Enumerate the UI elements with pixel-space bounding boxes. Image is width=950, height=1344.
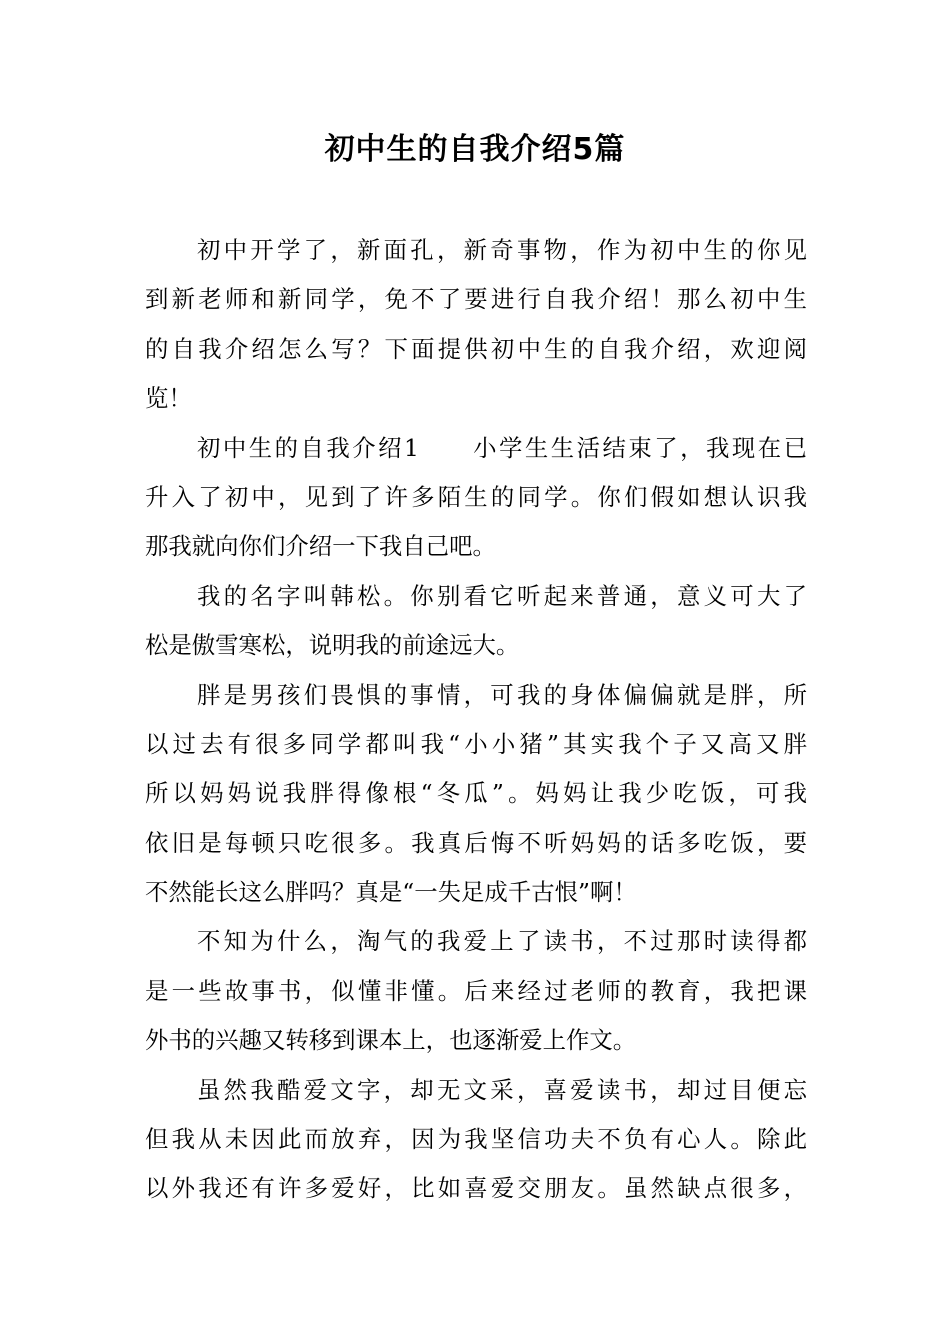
text-line: 外书的兴趣又转移到课本上，也逐渐爱上作文。 — [145, 1026, 637, 1055]
text-line: 所以妈妈说我胖得像根“冬瓜”。妈妈让我少吃饭，可我 — [145, 779, 807, 808]
text-line: 胖是男孩们畏惧的事情，可我的身体偏偏就是胖，所 — [197, 680, 807, 709]
text-line: 以外我还有许多爱好，比如喜爱交朋友。虽然缺点很多， — [145, 1174, 807, 1203]
document-title: 初中生的自我介绍5篇 — [324, 132, 626, 167]
paragraph-reading — [145, 917, 807, 1065]
text-line: 虽然我酷爱文字，却无文采，喜爱读书，却过目便忘 — [197, 1075, 807, 1104]
paragraph-appearance — [145, 671, 807, 918]
paragraph-name — [145, 572, 807, 671]
text-line: 我的名字叫韩松。你别看它听起来普通，意义可大了 — [197, 581, 807, 610]
text-line: 升入了初中，见到了许多陌生的同学。你们假如想认识我 — [145, 482, 807, 511]
text-line: 那我就向你们介绍一下我自己吧。 — [145, 532, 496, 561]
text-line: 初中开学了，新面孔，新奇事物，作为初中生的你见 — [197, 236, 807, 264]
text-line: 的自我介绍怎么写？下面提供初中生的自我介绍，欢迎阅 — [145, 334, 807, 363]
text-line: 但我从未因此而放弃，因为我坚信功夫不负有心人。除此 — [145, 1125, 807, 1154]
text-line: 依旧是每顿只吃很多。我真后悔不听妈妈的话多吃饭，要 — [145, 828, 807, 857]
text-line: 览！ — [145, 384, 192, 413]
text-line: 不知为什么，淘气的我爱上了读书，不过那时读得都 — [197, 927, 807, 956]
text-line: 到新老师和新同学，免不了要进行自我介绍！那么初中生 — [145, 285, 807, 314]
text-line: 不然能长这么胖吗？真是“一失足成千古恨”啊！ — [145, 878, 637, 907]
text-line: 松是傲雪寒松，说明我的前途远大。 — [145, 631, 520, 660]
paragraph-intro — [145, 226, 807, 424]
document-body — [145, 226, 807, 1214]
text-line: 是一些故事书，似懂非懂。后来经过老师的教育，我把课 — [145, 976, 807, 1005]
text-line: 初中生的自我介绍1 小学生生活结束了，我现在已 — [197, 433, 807, 462]
paragraph-hobbies — [145, 1066, 807, 1214]
paragraph-intro-1 — [145, 424, 807, 572]
text-line: 以过去有很多同学都叫我“小小猪”其实我个子又高又胖 — [145, 729, 807, 758]
